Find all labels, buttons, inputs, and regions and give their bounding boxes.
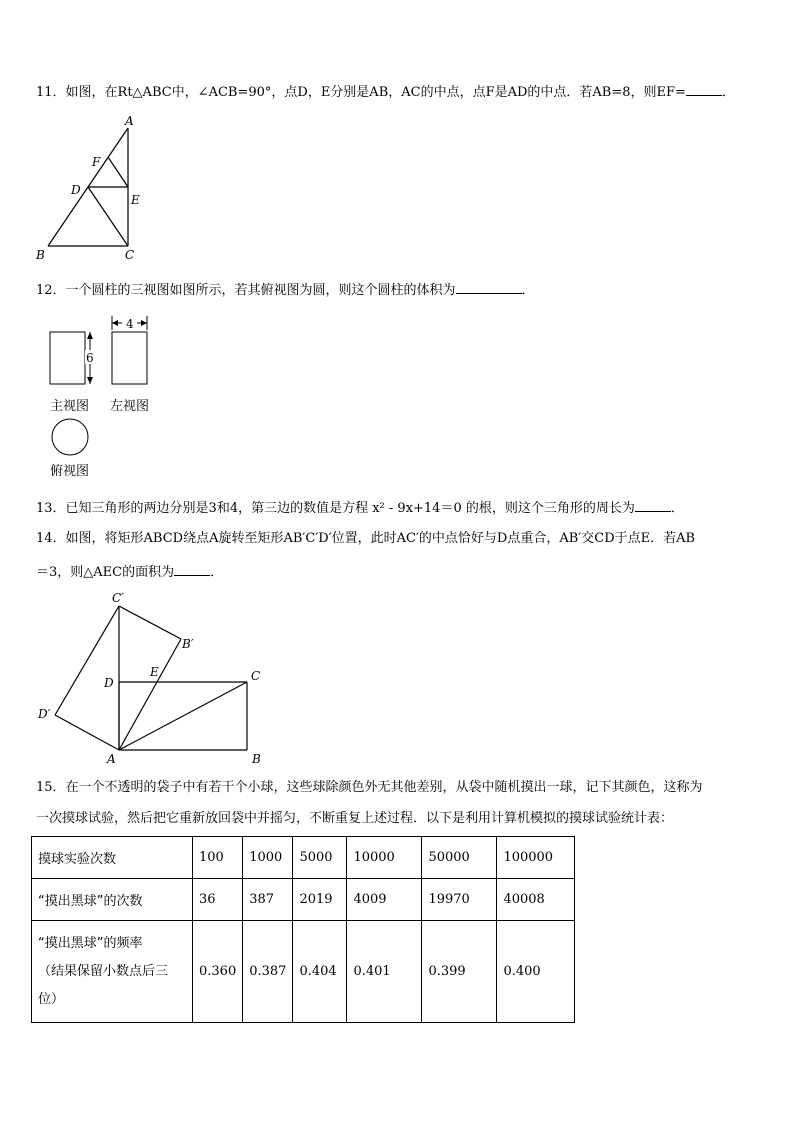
label-B-prime: B′ <box>182 637 194 651</box>
cell-trials-2: 5000 <box>293 837 347 879</box>
label-C-prime: C′ <box>112 591 124 605</box>
side-B-prime-C-prime <box>119 606 181 639</box>
table-row-freq <box>32 921 575 1023</box>
cell-freq-1: 0.387 <box>243 921 293 1023</box>
question-11-text: 11．如图，在Rt△ABC中，∠ACB=90°，点D，E分别是AB，AC的中点，点F是AD的中点．若AB=8，则EF= <box>36 85 686 100</box>
side-D-prime-A <box>55 715 119 750</box>
label-E: E <box>150 665 159 679</box>
label-F: F <box>92 155 101 169</box>
cell-black-1: 387 <box>243 879 293 921</box>
cell-black-2: 2019 <box>293 879 347 921</box>
side-C-prime-D-prime <box>55 606 119 715</box>
arrow-up <box>87 332 93 339</box>
question-12 <box>36 281 535 300</box>
question-14-end: ． <box>210 565 224 580</box>
width-value: 4 <box>126 317 134 331</box>
label-B: B <box>36 248 45 262</box>
cell-black-5: 40008 <box>497 879 575 921</box>
label-D-prime: D′ <box>38 707 51 721</box>
question-12-end: ． <box>521 283 535 298</box>
figure-q12-views <box>44 312 164 392</box>
segment-FE <box>108 157 128 187</box>
experiment-table <box>31 836 575 1023</box>
height-value: 6 <box>86 351 94 365</box>
question-13-end: ． <box>670 501 684 516</box>
row-header-black: “摸出黑球”的次数 <box>32 879 193 921</box>
cell-trials-5: 100000 <box>497 837 575 879</box>
left-view-caption: 左视图 <box>110 399 150 414</box>
label-D: D <box>71 183 81 197</box>
segment-DC <box>88 187 128 246</box>
figure-q14-rectangles <box>30 590 280 770</box>
question-15-line2: 一次摸球试验，然后把它重新放回袋中并摇匀，不断重复上述过程．以下是利用计算机模拟的摸球试验统计表： <box>36 811 674 826</box>
question-13 <box>36 499 684 518</box>
answer-blank-12[interactable] <box>456 281 522 294</box>
cell-black-3: 4009 <box>347 879 422 921</box>
label-D: D <box>104 676 114 690</box>
cell-trials-1: 1000 <box>243 837 293 879</box>
row-header-trials: 摸球实验次数 <box>32 837 193 879</box>
cell-trials-0: 100 <box>193 837 243 879</box>
label-B: B <box>252 752 261 766</box>
figure-q11-triangle <box>30 108 150 268</box>
label-E: E <box>131 193 140 207</box>
cell-trials-4: 50000 <box>422 837 497 879</box>
freq-header-line-2: （结果保留小数点后三 <box>38 963 169 979</box>
cell-freq-4: 0.399 <box>422 921 497 1023</box>
question-13-text: 13．已知三角形的两边分别是3和4，第三边的数值是方程 x² - 9x+14＝0 的根，则这个三角形的周长为 <box>36 501 635 516</box>
freq-header-line-3: 位） <box>38 991 65 1007</box>
cell-freq-3: 0.401 <box>347 921 422 1023</box>
left-view-rect <box>112 332 147 384</box>
arrow-down <box>87 377 93 384</box>
answer-blank-13[interactable] <box>635 499 671 512</box>
cell-freq-0: 0.360 <box>193 921 243 1023</box>
label-C: C <box>125 248 135 262</box>
question-15-line1: 15．在一个不透明的袋子中有若干个小球，这些球除颜色外无其他差别，从袋中随机摸出一球，记下其颜色，这称为 <box>36 780 703 795</box>
freq-header-line-1: “摸出黑球”的频率 <box>38 935 143 951</box>
question-11-end: ． <box>721 85 735 100</box>
cell-freq-2: 0.404 <box>293 921 347 1023</box>
cell-trials-3: 10000 <box>347 837 422 879</box>
question-14-line1: 14．如图，将矩形ABCD绕点A旋转至矩形AB′C′D′位置，此时AC′的中点恰好与D点重合，AB′交CD于点E．若AB <box>36 531 696 546</box>
cell-freq-5: 0.400 <box>497 921 575 1023</box>
top-view-circle <box>52 419 88 455</box>
cell-black-4: 19970 <box>422 879 497 921</box>
row-header-freq <box>32 921 193 1023</box>
table-row-black <box>32 879 575 921</box>
figure-q12-top-view <box>48 416 94 460</box>
label-A: A <box>107 752 116 766</box>
label-C: C <box>251 669 261 683</box>
arrow-left <box>112 320 118 326</box>
answer-blank-11[interactable] <box>686 83 722 96</box>
front-view-rect <box>50 332 85 384</box>
question-12-text: 12．一个圆柱的三视图如图所示，若其俯视图为圆，则这个圆柱的体积为 <box>36 283 456 298</box>
question-11 <box>36 83 735 102</box>
label-A: A <box>125 114 134 128</box>
answer-blank-14[interactable] <box>174 563 210 576</box>
question-14-line2-text: ＝3，则△AEC的面积为 <box>36 565 175 580</box>
cell-black-0: 36 <box>193 879 243 921</box>
table-row-trials <box>32 837 575 879</box>
arrow-right <box>141 320 147 326</box>
question-14-line2 <box>36 563 223 582</box>
front-view-caption: 主视图 <box>50 399 90 414</box>
top-view-caption: 俯视图 <box>50 464 90 479</box>
